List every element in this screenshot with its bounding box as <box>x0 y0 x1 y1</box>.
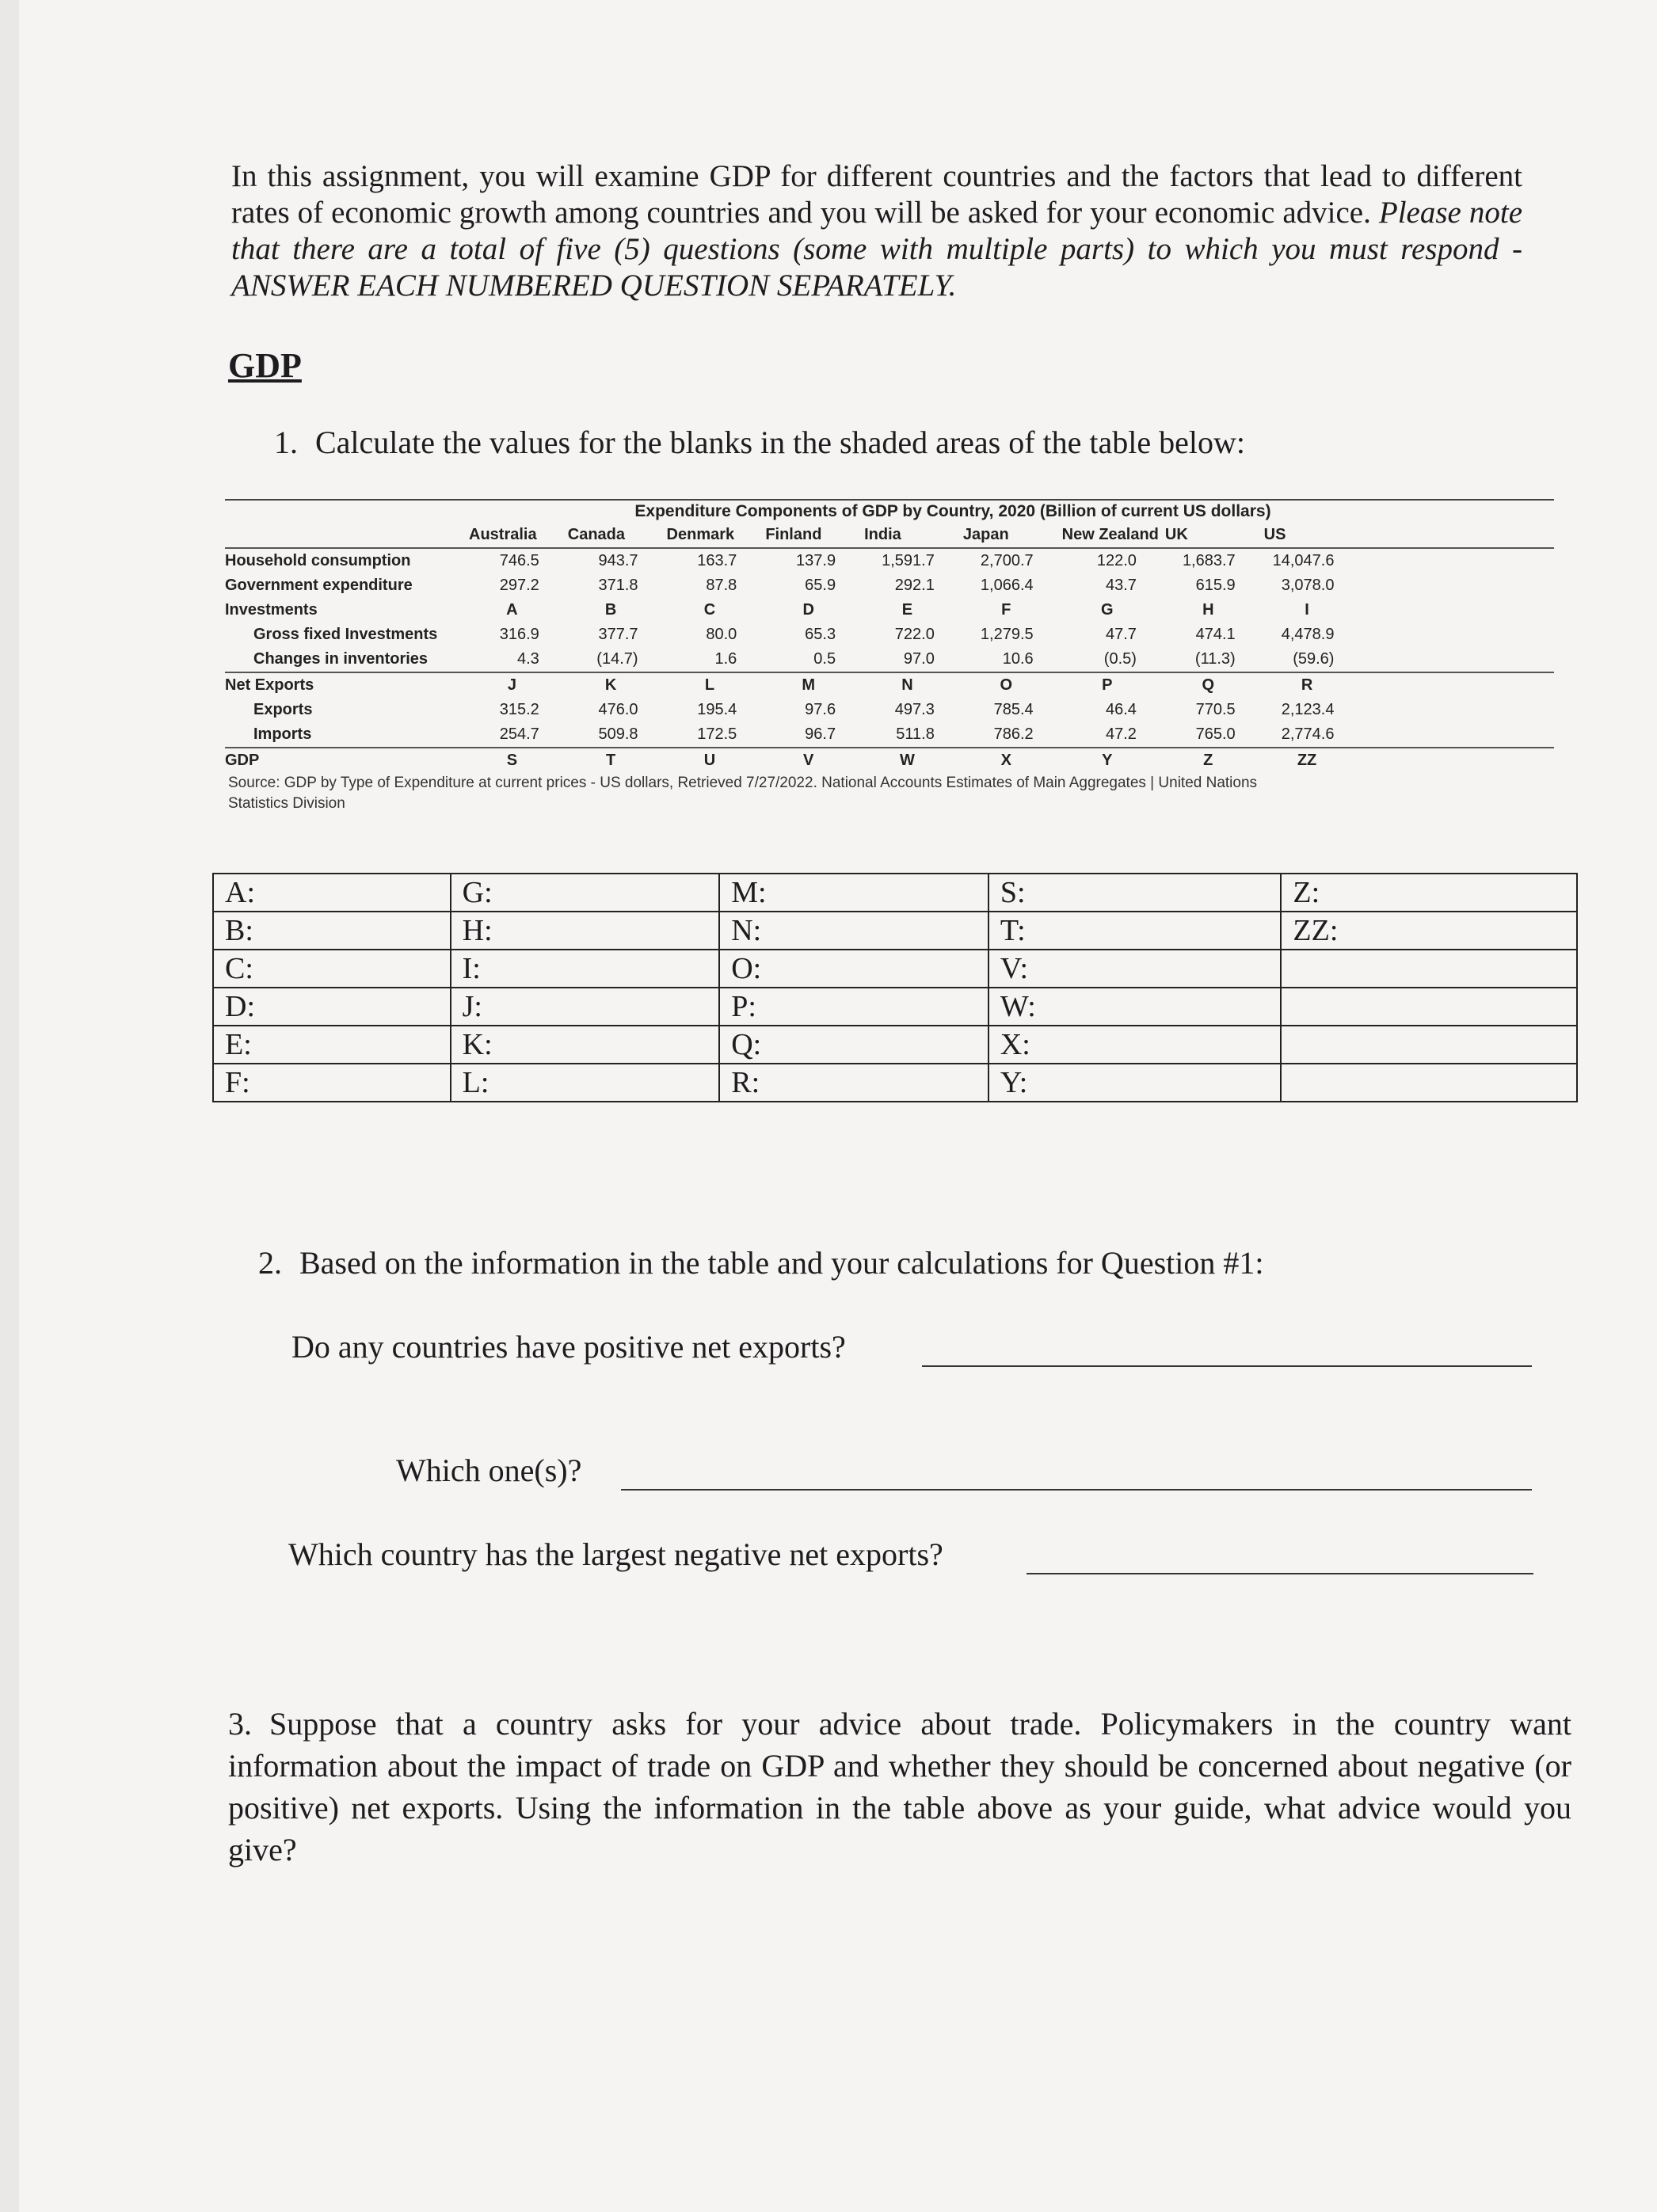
question-number: 3. <box>228 1706 252 1742</box>
question-1 <box>274 421 1245 464</box>
row-spacer <box>1356 698 1455 722</box>
blank-letter-cell: S <box>463 747 562 773</box>
question-text: Based on the information in the table and your calculations for Question #1: <box>299 1245 1264 1281</box>
table-cell: 2,123.4 <box>1281 701 1335 718</box>
answer-row <box>213 912 1577 950</box>
row-label: Imports <box>253 725 312 743</box>
table-cell: (11.3) <box>1194 650 1236 668</box>
blank-letter-cell: M <box>759 672 858 698</box>
question-2c: Which country has the largest negative net exports? <box>288 1536 943 1572</box>
country-header: US <box>1263 526 1286 543</box>
table-cell: 316.9 <box>499 626 539 643</box>
answer-cell[interactable]: T: <box>988 912 1282 950</box>
row-spacer <box>1356 747 1455 773</box>
table-source <box>225 773 1554 814</box>
answer-cell[interactable]: M: <box>719 874 988 912</box>
row-spacer <box>1356 722 1455 747</box>
table-cell: 87.8 <box>706 577 737 594</box>
answer-line-largest-negative[interactable] <box>1027 1573 1533 1574</box>
row-spacer <box>1455 747 1554 773</box>
row-spacer <box>1455 598 1554 622</box>
row-label: Changes in inventories <box>253 650 429 668</box>
row-spacer <box>1356 647 1455 672</box>
answer-row <box>213 1026 1577 1064</box>
answer-row <box>213 874 1577 912</box>
row-spacer <box>1455 698 1554 722</box>
table-cell: 4,478.9 <box>1281 626 1335 643</box>
blank-letter-cell: R <box>1258 672 1357 698</box>
table-cell: 3,078.0 <box>1281 577 1335 594</box>
row-spacer <box>1455 573 1554 598</box>
table-cell: (59.6) <box>1293 650 1335 668</box>
table-cell: 497.3 <box>894 701 935 718</box>
answer-cell[interactable]: I: <box>451 950 720 988</box>
question-3 <box>228 1703 1571 1871</box>
row-label: Household consumption <box>225 547 463 573</box>
row-label: Gross fixed Investments <box>253 626 438 643</box>
table-cell: 65.9 <box>805 577 836 594</box>
answer-line-positive-net-exports[interactable] <box>922 1365 1532 1367</box>
table-cell: 722.0 <box>894 626 935 643</box>
question-text: Suppose that a country asks for your advice about trade. Policymakers in the country want information about the impact of trade on GDP and whether they should be concerned about negative (or positive) net exports. Using the information in the table above as your guide, what advice would you give? <box>228 1706 1571 1867</box>
table-cell: 80.0 <box>706 626 737 643</box>
table-cell: 746.5 <box>463 547 562 573</box>
answer-cell[interactable] <box>1281 1026 1577 1064</box>
table-cell: 1,591.7 <box>858 547 957 573</box>
country-header: Finland <box>765 526 822 543</box>
answer-cell[interactable]: P: <box>719 988 988 1026</box>
blank-letter-cell: P <box>1056 672 1159 698</box>
question-2a: Do any countries have positive net exports? <box>291 1329 846 1365</box>
row-label: Exports <box>253 701 313 718</box>
row-spacer <box>1455 672 1554 698</box>
table-cell: 47.2 <box>1105 725 1137 743</box>
table-cell: 615.9 <box>1195 577 1236 594</box>
blank-letter-cell: B <box>604 601 617 619</box>
answer-cell[interactable]: R: <box>719 1064 988 1102</box>
table-cell: 1.6 <box>714 650 737 668</box>
answer-cell[interactable]: L: <box>451 1064 720 1102</box>
country-header: Japan <box>962 526 1009 543</box>
answer-cell[interactable] <box>1281 950 1577 988</box>
answer-cell[interactable]: H: <box>451 912 720 950</box>
row-label: Government expenditure <box>225 577 413 594</box>
country-header: Canada <box>567 526 626 543</box>
table-cell: 511.8 <box>896 725 935 743</box>
table-cell: 96.7 <box>805 725 836 743</box>
gdp-expenditure-table <box>225 499 1554 814</box>
intro-emphasis: Please note that there are a total of five (5) questions (some with multiple parts) to which you must respond - ANSWER EACH NUMBERED QUESTION SEPARATELY. <box>231 196 1523 303</box>
answer-row <box>213 988 1577 1026</box>
source-line-2: Statistics Division <box>228 795 345 812</box>
blank-letter-cell: Y <box>1056 747 1159 773</box>
table-cell: 297.2 <box>499 577 539 594</box>
blank-letter-cell: V <box>759 747 858 773</box>
answer-cell[interactable]: ZZ: <box>1281 912 1577 950</box>
blank-letter-cell: H <box>1202 601 1214 619</box>
row-spacer <box>1455 647 1554 672</box>
worksheet-page <box>19 0 1657 2212</box>
answer-row <box>213 950 1577 988</box>
table-cell: 0.5 <box>813 650 836 668</box>
answer-grid <box>212 873 1578 1102</box>
answer-cell[interactable]: V: <box>988 950 1282 988</box>
row-spacer <box>1455 547 1554 573</box>
country-header: India <box>864 526 901 543</box>
row-label: Investments <box>225 601 318 619</box>
blank-letter-cell: K <box>562 672 661 698</box>
table-cell: 47.7 <box>1105 626 1137 643</box>
table-cell: 97.6 <box>805 701 836 718</box>
table-cell: 43.7 <box>1105 577 1137 594</box>
table-title: Expenditure Components of GDP by Country, 2020 (Billion of current US dollars) <box>634 502 1271 520</box>
table-cell: 65.3 <box>805 626 836 643</box>
source-line-1: Source: GDP by Type of Expenditure at current prices - US dollars, Retrieved 7/27/2022. National Accounts Estimates of Main Aggregates | United Nations <box>228 775 1258 791</box>
table-cell: 765.0 <box>1195 725 1236 743</box>
question-text: Calculate the values for the blanks in the shaded areas of the table below: <box>315 425 1246 460</box>
question-2b: Which one(s)? <box>396 1452 582 1488</box>
header-spacer <box>225 523 463 547</box>
table-cell: 474.1 <box>1195 626 1236 643</box>
answer-line-which-countries[interactable] <box>621 1489 1532 1491</box>
table-grid <box>225 523 1554 773</box>
table-cell: (0.5) <box>1103 650 1137 668</box>
blank-letter-cell: N <box>858 672 957 698</box>
table-cell: 509.8 <box>598 725 638 743</box>
intro-text: In this assignment, you will examine GDP for different countries and the factors that lead to different rates of economic growth among countries and you will be asked for your economic advice. <box>231 159 1522 230</box>
row-spacer <box>1356 547 1455 573</box>
table-cell: 195.4 <box>697 701 737 718</box>
answer-cell[interactable]: J: <box>451 988 720 1026</box>
blank-letter-cell: I <box>1305 601 1309 619</box>
question-number: 2. <box>258 1245 282 1281</box>
blank-letter-cell: ZZ <box>1258 747 1357 773</box>
blank-letter-cell: Z <box>1159 747 1258 773</box>
intro-paragraph <box>231 158 1522 304</box>
answer-cell[interactable] <box>1281 988 1577 1026</box>
row-spacer <box>1356 598 1455 622</box>
table-cell: 377.7 <box>598 626 638 643</box>
header-spacer <box>1455 523 1554 547</box>
table-cell: 97.0 <box>903 650 935 668</box>
answer-cell[interactable] <box>1281 1064 1577 1102</box>
blank-letter-cell: L <box>661 672 760 698</box>
table-cell: 371.8 <box>598 577 638 594</box>
table-cell: 4.3 <box>516 650 539 668</box>
table-cell: 172.5 <box>697 725 737 743</box>
blank-letter-cell: W <box>858 747 957 773</box>
answer-cell[interactable]: W: <box>988 988 1282 1026</box>
table-cell: 10.6 <box>1002 650 1034 668</box>
table-cell: 786.2 <box>993 725 1034 743</box>
table-cell: 46.4 <box>1105 701 1137 718</box>
table-cell: 1,066.4 <box>980 577 1034 594</box>
row-spacer <box>1356 573 1455 598</box>
table-cell: 476.0 <box>598 701 638 718</box>
table-cell: 122.0 <box>1056 547 1159 573</box>
table-cell: (14.7) <box>596 650 638 668</box>
header-spacer <box>1356 523 1455 547</box>
table-cell: 1,279.5 <box>980 626 1034 643</box>
row-spacer <box>1455 722 1554 747</box>
table-cell: 14,047.6 <box>1258 547 1357 573</box>
answer-cell[interactable]: Y: <box>988 1064 1282 1102</box>
row-spacer <box>1356 622 1455 647</box>
row-label: Net Exports <box>225 672 463 698</box>
table-cell: 2,700.7 <box>957 547 1056 573</box>
table-cell: 315.2 <box>499 701 539 718</box>
answer-cell[interactable]: X: <box>988 1026 1282 1064</box>
answer-cell[interactable]: B: <box>213 912 451 950</box>
blank-letter-cell: X <box>957 747 1056 773</box>
answer-cell[interactable]: K: <box>451 1026 720 1064</box>
answer-cell[interactable]: C: <box>213 950 451 988</box>
blank-letter-cell: A <box>506 601 518 619</box>
row-label: GDP <box>225 747 463 773</box>
answer-cell[interactable]: O: <box>719 950 988 988</box>
blank-letter-cell: G <box>1100 601 1114 619</box>
blank-letter-cell: T <box>562 747 661 773</box>
answer-cell[interactable]: Z: <box>1281 874 1577 912</box>
answer-cell[interactable]: S: <box>988 874 1282 912</box>
row-spacer <box>1356 672 1455 698</box>
answer-cell[interactable]: G: <box>451 874 720 912</box>
answer-cell[interactable]: D: <box>213 988 451 1026</box>
table-cell: 943.7 <box>562 547 661 573</box>
table-cell: 2,774.6 <box>1281 725 1335 743</box>
question-2 <box>258 1242 1263 1285</box>
question-number: 1. <box>274 425 298 460</box>
section-heading: GDP <box>228 346 302 385</box>
country-header: New Zealand <box>1061 526 1159 543</box>
blank-letter-cell: U <box>661 747 760 773</box>
country-header: Australia <box>469 526 537 543</box>
table-cell: 785.4 <box>993 701 1034 718</box>
table-cell: 137.9 <box>759 547 858 573</box>
blank-letter-cell: J <box>463 672 562 698</box>
table-cell: 770.5 <box>1195 701 1236 718</box>
table-cell: 163.7 <box>661 547 760 573</box>
answer-cell[interactable]: Q: <box>719 1026 988 1064</box>
answer-cell[interactable]: N: <box>719 912 988 950</box>
blank-letter-cell: E <box>901 601 913 619</box>
blank-letter-cell: F <box>1001 601 1011 619</box>
answer-cell[interactable]: E: <box>213 1026 451 1064</box>
country-header: UK <box>1164 526 1188 543</box>
answer-cell[interactable]: A: <box>213 874 451 912</box>
table-cell: 1,683.7 <box>1159 547 1258 573</box>
row-spacer <box>1455 622 1554 647</box>
country-header: Denmark <box>666 526 735 543</box>
blank-letter-cell: D <box>802 601 814 619</box>
blank-letter-cell: O <box>957 672 1056 698</box>
table-cell: 292.1 <box>894 577 935 594</box>
answer-cell[interactable]: F: <box>213 1064 451 1102</box>
table-cell: 254.7 <box>499 725 539 743</box>
blank-letter-cell: C <box>703 601 716 619</box>
answer-row <box>213 1064 1577 1102</box>
blank-letter-cell: Q <box>1159 672 1258 698</box>
